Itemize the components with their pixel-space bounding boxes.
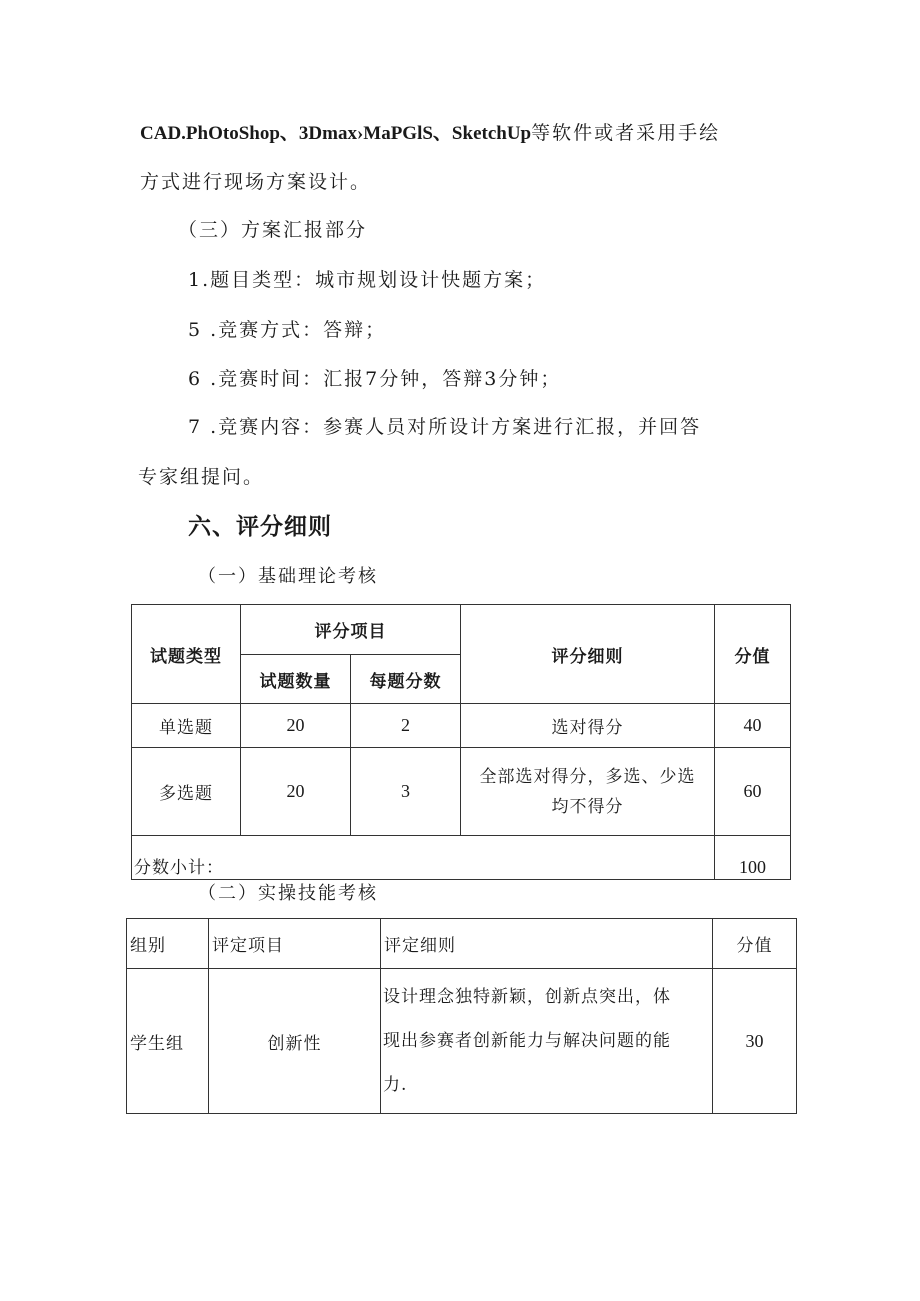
header-scoring-items: 评分项目	[241, 605, 461, 655]
row-points: 2	[351, 704, 461, 748]
practical-scoring-table	[126, 918, 797, 1114]
row-score: 40	[715, 704, 791, 748]
table-row	[132, 704, 791, 748]
row-score: 60	[715, 748, 791, 836]
table-row	[127, 969, 797, 1114]
row-group: 学生组	[127, 969, 209, 1114]
header-question-count: 试题数量	[241, 655, 351, 704]
item-5: 5 .竞赛方式：答辩；	[188, 319, 387, 341]
header-evaluation-item: 评定项目	[209, 919, 381, 969]
item-1: 1.题目类型：城市规划设计快题方案；	[188, 269, 547, 291]
subsection-2-title: （二）实操技能考核	[198, 883, 378, 904]
row-rules	[461, 748, 715, 836]
row-rules-line-3: 力.	[383, 1075, 408, 1095]
row-type: 多选题	[132, 748, 241, 836]
row-count: 20	[241, 748, 351, 836]
row-rules-line-1: 设计理念独特新颖，创新点突出，体	[383, 987, 671, 1007]
software-line-rest: 等软件或者采用手绘	[531, 122, 721, 144]
subtotal-row	[132, 836, 791, 880]
row-rules-line-2: 均不得分	[551, 796, 624, 817]
header-points-each: 每题分数	[351, 655, 461, 704]
header-evaluation-rules: 评定细则	[381, 919, 713, 969]
item-7-continued: 专家组提问。	[138, 466, 265, 488]
design-method-line: 方式进行现场方案设计。	[140, 171, 372, 193]
subtotal-value: 100	[715, 836, 791, 880]
header-score: 分值	[715, 605, 791, 704]
section-3-title: （三）方案汇报部分	[178, 219, 368, 241]
subtotal-label: 分数小计：	[132, 836, 715, 880]
item-6: 6 .竞赛时间：汇报7分钟，答辩3分钟；	[188, 368, 562, 390]
section-6-heading: 六、评分细则	[188, 514, 332, 540]
row-rules-line-1: 全部选对得分，多选、少选	[479, 766, 696, 787]
software-line	[140, 121, 720, 146]
subsection-1-title: （一）基础理论考核	[198, 566, 378, 587]
table-row	[132, 748, 791, 836]
row-count: 20	[241, 704, 351, 748]
row-rules-line-2: 现出参赛者创新能力与解决问题的能	[383, 1031, 671, 1051]
header-score: 分值	[713, 919, 797, 969]
row-evaluation-item: 创新性	[209, 969, 381, 1114]
theory-scoring-table	[131, 604, 791, 880]
row-type: 单选题	[132, 704, 241, 748]
header-group: 组别	[127, 919, 209, 969]
row-evaluation-rules	[381, 969, 713, 1114]
row-rules: 选对得分	[461, 704, 715, 748]
row-points: 3	[351, 748, 461, 836]
software-list: CAD.PhOtoShop、3Dmax›MaPGlS、SketchUp	[140, 123, 532, 144]
header-question-type: 试题类型	[132, 605, 241, 704]
item-7: 7 .竞赛内容：参赛人员对所设计方案进行汇报，并回答	[188, 416, 702, 438]
header-scoring-rules: 评分细则	[461, 605, 715, 704]
row-score: 30	[713, 969, 797, 1114]
